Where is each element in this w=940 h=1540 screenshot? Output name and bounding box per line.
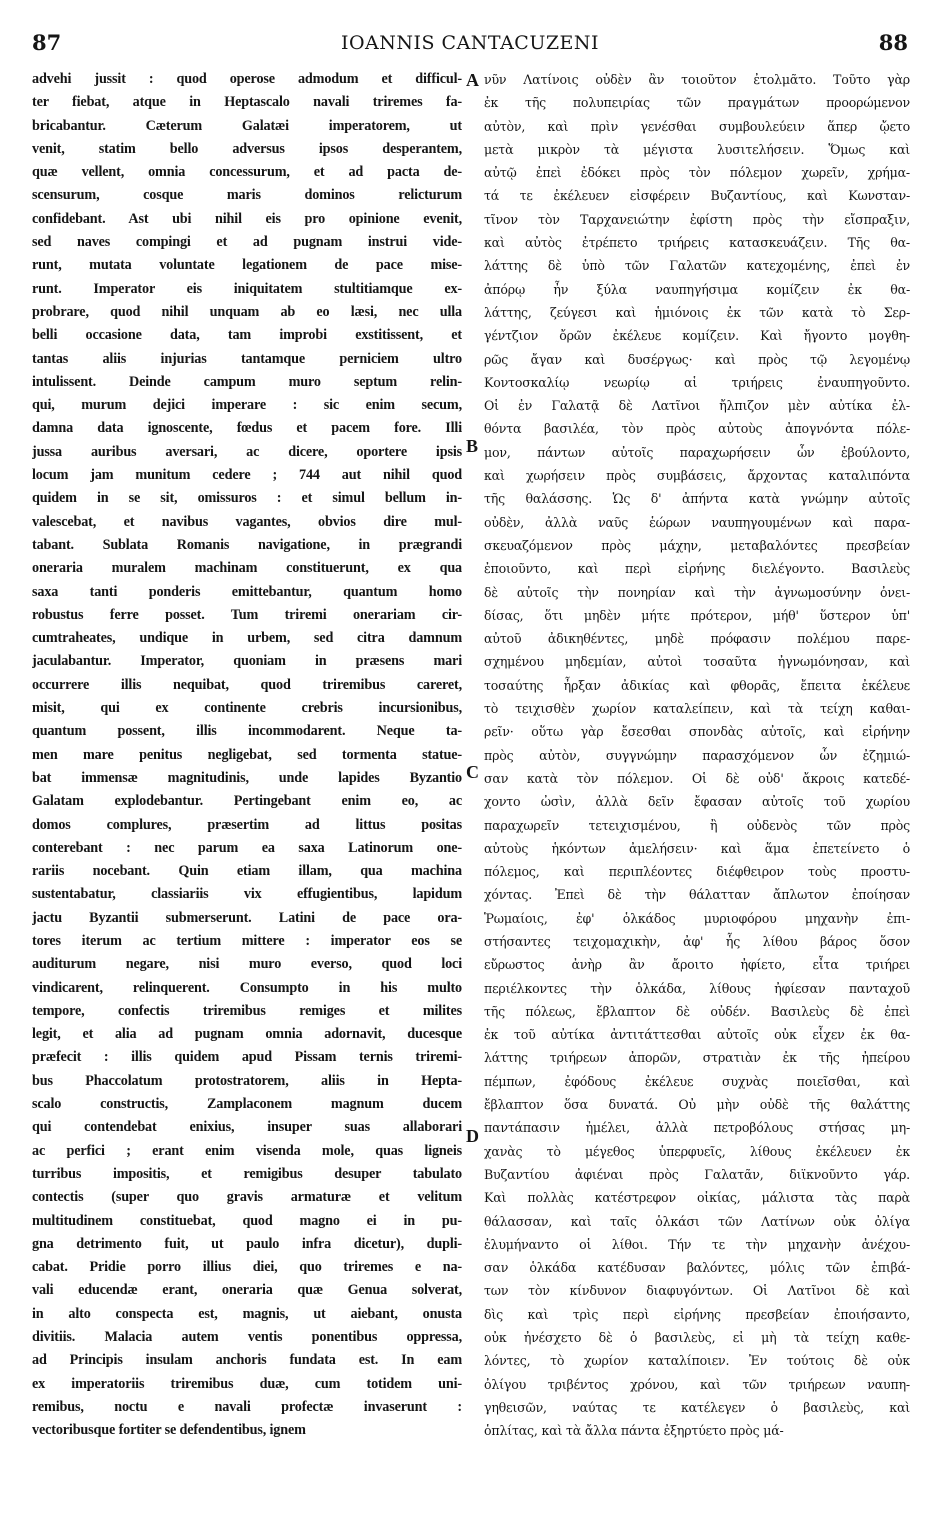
greek-text-line: στήσαντες τειχομαχικὴν, ἀφ' ἧς λίθου βάρος ὅσον: [484, 933, 910, 949]
latin-text-line: jaculabantur. Imperator, quoniam in præsens mari: [32, 653, 462, 670]
latin-text-line: Galatam explodebantur. Pertingebant enim eo, ac: [32, 793, 462, 810]
greek-text-line: σαν ὁλκάδα κατέδυσαν βαλόντες, μόλις τῶν ἐπιβά-: [484, 1260, 910, 1276]
latin-text-line: men mare penitus negligebat, sed tormenta statue-: [32, 746, 462, 763]
greek-text-line: σκευαζόμενον πρὸς μάχην, μεταβαλόντες πρεσβείαν: [484, 537, 910, 553]
latin-text-line: tores iterum ac tertium mittere : imperator eos se: [32, 932, 462, 949]
latin-text-line: intulissent. Deinde campum muro septum relin-: [32, 373, 462, 390]
greek-text-line: τῖνον τὸν Ταρχανειώτην ἐφίστη πρὸς τὴν εἴσπραξιν,: [484, 211, 910, 227]
latin-text-line: vali educendæ erant, oneraria quæ Genua solverat,: [32, 1282, 462, 1299]
section-marker-a: A: [466, 70, 479, 90]
latin-text-line: ter fiebat, atque in Heptascalo navali triremes fa-: [32, 94, 462, 111]
latin-text-line: sed naves compingi et ad pugnam instrui vide-: [32, 234, 462, 251]
greek-text-line: λάττης δὲ ὑπὸ τῶν Γαλατῶν κατεχομένης, ἐπεὶ ἐν: [484, 258, 910, 274]
greek-text-line: των τὸν κίνδυνον διαφυγόντων. Οἱ Λατῖνοι δὲ καὶ: [484, 1283, 910, 1299]
greek-text-line: ἐποιοῦντο, καὶ περὶ εἰρήνης διελέγοντο. Βασιλεὺς: [484, 561, 910, 577]
latin-text-line: contectis (super quo gravis armaturæ et velitum: [32, 1189, 462, 1206]
greek-text-line: δίσας, ὅτι μηδὲν μήτε πρότερον, μήθ' ὕστερον ὑπ': [484, 607, 910, 623]
latin-text-line: advehi jussit : quod operose admodum et difficul-: [32, 71, 462, 87]
latin-text-line: præfecit : illis quidem apud Pissam ternis triremi-: [32, 1049, 462, 1066]
greek-text-line: ἔβλαπτον ὅσα δυνατά. Οὐ μὴν οὐδὲ τῆς θαλάττης: [484, 1097, 910, 1113]
greek-text-line: λόντες, τὸ χωρίον καταλίποιεν. Ἐν τούτοις δὲ οὐκ: [484, 1353, 910, 1369]
latin-text-line: bat immensæ magnitudinis, unde lapides Byzantio: [32, 769, 462, 786]
section-marker-c: C: [466, 762, 479, 782]
latin-text-line: scensurum, cosque maris dominos relicturum: [32, 187, 462, 204]
latin-text-line: quæ vellent, omnia concessurum, et ad pacta de-: [32, 164, 462, 181]
greek-text-line: ρεῖν· οὕτω γὰρ ἔσεσθαι σπονδὰς αὐτοῖς, καὶ εἰρήνην: [484, 724, 910, 740]
latin-text-line: confidebant. Ast ubi nihil eis pro opinione evenit,: [32, 210, 462, 227]
greek-text-line: ρῶς ἄγαν καὶ δυσέργως· καὶ πρὸς τῷ λεγομένῳ: [484, 351, 910, 367]
greek-text-line: χοντο ὠσὶν, ἀλλὰ δεῖν ἔφασαν αὐτοῖς τοῦ χωρίου: [484, 794, 910, 810]
greek-text-line: τῆς πόλεως, ἔβλαπτον δὲ οὐδέν. Βασιλεὺς δὲ ἐπεὶ: [484, 1003, 910, 1019]
greek-text-line: δὶς καὶ τρὶς περὶ εἰρήνης πρεσβείαν ἐποιήσαντο,: [484, 1306, 910, 1322]
greek-text-line: σαν κατὰ τὸν πόλεμον. Οἱ δὲ οὐδ' ἄκροις κατεδέ-: [484, 770, 910, 786]
greek-text-line: περιέλκοντες τὴν ὁλκάδα, λίθους ἠφίεσαν πανταχοῦ: [484, 980, 910, 996]
latin-text-line: auditurum negare, nisi muro everso, quod loci: [32, 956, 462, 973]
latin-text-line: ex imperatoriis triremibus duæ, cum totidem uni-: [32, 1375, 462, 1392]
greek-text-line: τὸ τειχισθὲν χωρίον καταλείπειν, καὶ τὰ τείχη καθαι-: [484, 701, 910, 717]
greek-text-line: οὐκ ἠνέσχετο δὲ ὁ βασιλεὺς, εἰ μὴ τὰ τείχη καθε-: [484, 1330, 910, 1346]
greek-text-line: παντάπασιν ἠμέλει, ἀλλὰ πετροβόλους στήσας μη-: [484, 1120, 910, 1136]
greek-text-line: μετὰ μικρὸν τὰ μέγιστα λυσιτελήσειν. Ὅμως καὶ: [484, 141, 910, 157]
latin-text-line: valescebat, et navibus vagantes, obvios dire mul-: [32, 513, 462, 530]
latin-text-line: misit, qui ex continente crebris incursionibus,: [32, 700, 462, 717]
greek-text-line: οὐδὲν, ἀλλὰ ναῦς ἑώρων ναυπηγουμένων καὶ παρα-: [484, 514, 910, 530]
latin-text-line: saxa tanti ponderis emittebantur, quantum homo: [32, 583, 462, 600]
latin-text-line: bricabantur. Cæterum Galatæi imperatorem, ut: [32, 117, 462, 134]
greek-text-line: αὐτῷ ἐπεὶ ἐδόκει πρὸς τὸν πόλεμον χωρεῖν, χρήμα-: [484, 165, 910, 181]
greek-text-line: θάλασσαν, καὶ ταῖς ὁλκάσι τῶν Λατίνων οὐκ ὀλίγα: [484, 1213, 910, 1229]
latin-text-line: damna data ignoscente, fœdus et pacem fore. Illi: [32, 420, 462, 437]
greek-text-line: μον, πάντων αὐτοῖς παραχωρήσειν ὧν ἐβούλοντο,: [484, 444, 910, 460]
latin-text-line: turribus impositis, et remigibus desuper tabulato: [32, 1165, 462, 1182]
greek-text-line: ἐλυμήναντο οἱ λίθοι. Τήν τε τὴν μηχανὴν ἀνέχου-: [484, 1236, 910, 1252]
greek-text-line: λάττης, ζεύγεσι καὶ ἡμιόνοις ἐκ τῶν κατὰ τὸ Σερ-: [484, 304, 910, 320]
greek-text-line: λάττης τριήρεων ἀπορῶν, στρατιὰν ἐκ τῆς ἠπείρου: [484, 1050, 910, 1066]
latin-text-line: vindicarent, relinquerent. Consumpto in his multo: [32, 979, 462, 996]
latin-text-line: robustus ferre posset. Tum triremi onerariam cir-: [32, 606, 462, 623]
latin-text-line: multitudinem constituebat, quod magno ei in pu-: [32, 1212, 462, 1229]
latin-text-line: ad Principis insulam anchoris fundata est. In eam: [32, 1352, 462, 1369]
latin-text-line: remibus, noctu e navali profectæ invaserunt :: [32, 1398, 462, 1415]
latin-text-line: divitiis. Malacia autem ventis ponentibus oppressa,: [32, 1329, 462, 1346]
latin-text-line: quidem in se sit, omissuros : et simul bellum in-: [32, 490, 462, 507]
latin-text-line: tempore, confectis triremibus remiges et milites: [32, 1002, 462, 1019]
greek-text-line: αὐτοῦ ἀδικηθέντες, μηδὲ πρόφασιν πολέμου παρε-: [484, 631, 910, 647]
latin-text-line: ac perfici ; erant enim visenda mole, quas ligneis: [32, 1142, 462, 1159]
greek-text-line: θόντα βασιλέα, τὸν πρὸς αὐτοὺς ἀπογνόντα πόλε-: [484, 421, 910, 437]
greek-text-line: πρὸς αὐτὸν, συγγνώμην παρασχόμενον ὧν ἐζημιώ-: [484, 747, 910, 763]
greek-text-line: τῆς θαλάσσης. Ὡς δ' ἀπήντα κατὰ γνώμην αὐτοῖς: [484, 491, 910, 507]
greek-text-line: τά τε ἐκέλευεν εἰσφέρειν Βυζαντίους, καὶ Κωνσταν-: [484, 188, 910, 204]
latin-text-line: gna detrimento fuit, ut paulo infra dicetur), dupli-: [32, 1235, 462, 1252]
latin-text-line: domos complures, præsertim ad littus positas: [32, 816, 462, 833]
greek-text-line: καὶ χωρήσειν πρὸς συμβάσεις, ἄρχοντας καταλιπόντα: [484, 468, 910, 484]
greek-text-line: χανὰς τὸ μέγεθος ὑπερφυεῖς, λίθους ἐκέλευεν ἐκ: [484, 1143, 910, 1159]
greek-text-line: δὲ αὐτοῖς τὴν πονηρίαν καὶ τὴν ἀγνωμοσύνην ὀνει-: [484, 584, 910, 600]
page-header: [30, 30, 910, 60]
latin-text-line: qui contendebat enixius, insuper suas allaborari: [32, 1119, 462, 1136]
latin-text-line: cabat. Pridie porro illius diei, quo triremes e na-: [32, 1259, 462, 1276]
latin-text-line: cumtraheates, undique in urbem, sed citra damnum: [32, 630, 462, 647]
greek-text-line: σχημένου μηδεμίαν, αὐτοὶ τοσαῦτα ἠγνωμόνησαν, καὶ: [484, 654, 910, 670]
section-marker-b: B: [466, 436, 479, 456]
latin-text-line: probrare, quod nihil unquam ab eo læsi, nec ulla: [32, 303, 462, 320]
greek-text-line: Ῥωμαίοις, ἐφ' ὁλκάδος μυριοφόρου μηχανὴν ἐπι-: [484, 910, 910, 926]
latin-text-line: legit, et alia ad pugnam omnia adornavit, ducesque: [32, 1026, 462, 1043]
latin-text-line: jussa auribus aversari, ac dicere, oportere ipsis: [32, 443, 462, 460]
page-number-right: 88: [878, 30, 908, 55]
latin-text-line: venit, statim bello adversus ipsos desperantem,: [32, 140, 462, 157]
section-marker-d: D: [466, 1126, 479, 1146]
latin-text-line: oneraria muralem machinam constituerunt, ex qua: [32, 560, 462, 577]
latin-text-line: quantum possent, illis incommodarent. Neque ta-: [32, 723, 462, 740]
greek-text-line: χόντας. Ἐπεὶ δὲ τὴν θάλατταν ἄπλωτον ἐποίησαν: [484, 887, 910, 903]
latin-column: [32, 68, 462, 1528]
greek-column: [484, 68, 910, 1528]
greek-text-line: Βυζαντίου ἀφιέναι πρὸς Γαλατᾶν, διϊκνοῦντο γάρ.: [484, 1166, 910, 1182]
greek-text-line: πόλεμος, καὶ περιπλέοντες διέφθειρον τοὺς προστυ-: [484, 864, 910, 880]
greek-text-line: ὁπλίτας, καὶ τὰ ἄλλα πάντα ἐξηρτύετο πρὸς μά-: [484, 1423, 784, 1439]
greek-text-line: Καὶ πολλὰς κατέστρεφον οἰκίας, μάλιστα τὰς παρὰ: [484, 1190, 910, 1206]
greek-text-line: γέντζιον ὄρῶν ἐκέλευε κομίζειν. Καὶ ἤγοντο μογθη-: [484, 328, 910, 344]
greek-text-line: τοσαύτης ἦρξαν ἀδικίας καὶ φθορᾶς, ἔπειτα ἐκέλευε: [484, 677, 910, 693]
latin-text-line: qui, murum dejici imperare : sic enim secum,: [32, 397, 462, 414]
greek-text-line: πέμπων, ἐφόδους ἐκέλευε συχνὰς ποιεῖσθαι, καὶ: [484, 1073, 910, 1089]
greek-text-line: καὶ αὐτὸς ἐτρέπετο τριήρεις κατασκευάζειν. Τῆς θα-: [484, 235, 910, 251]
latin-text-line: occurrere illis nequibat, quod triremibus careret,: [32, 676, 462, 693]
latin-text-line: tabant. Sublata Romanis navigatione, in prægrandi: [32, 536, 462, 553]
latin-text-line: vectoribusque fortiter se defendentibus, ignem: [32, 1422, 306, 1439]
greek-text-line: Οἱ ἐν Γαλατᾷ δὲ Λατῖνοι ἤλπιζον μὲν αὐτίκα ἐλ-: [484, 398, 910, 414]
latin-text-line: sustentabatur, classiariis vix effugientibus, lapidum: [32, 886, 462, 903]
greek-text-line: Κοντοσκαλίῳ νεωρίῳ αἱ τριήρεις ἐναυπηγοῦντο.: [484, 374, 910, 390]
greek-text-line: αὐτὸν, καὶ πρὶν γενέσθαι συμβουλεύειν ἅπερ ᾤετο: [484, 118, 910, 134]
greek-text-line: εὔρωστος ἀνὴρ ἂν ἄροιτο ἠφίετο, εἶτα τριήρει: [484, 957, 910, 973]
latin-text-line: tantas aliis injurias tantamque perniciem ultro: [32, 350, 462, 367]
greek-text-line: αὐτοὺς ἡκόντων ἀμελήσειν· καὶ ἅμα ἐπετείνετο ὁ: [484, 840, 910, 856]
greek-text-line: νῦν Λατίνοις οὐδὲν ἂν τοιοῦτον ἐτολμᾶτο. Τοῦτο γὰρ: [484, 72, 910, 87]
latin-text-line: locum jam munitum cedere ; 744 aut nihil quod: [32, 467, 462, 484]
greek-text-line: ὀλίγου τριβέντος χρόνου, καὶ τῶν τριήρεων ναυπη-: [484, 1376, 910, 1392]
latin-text-line: conterebant : nec parum ea saxa Latinorum one-: [32, 839, 462, 856]
latin-text-line: in alto conspecta est, magnis, ut aiebant, onusta: [32, 1305, 462, 1322]
latin-text-line: scalo constructis, Zamplaconem magnum ducem: [32, 1096, 462, 1113]
greek-text-line: παραχωρεῖν τετειχισμένου, ἢ οὐδενὸς τῶν πρὸς: [484, 817, 910, 833]
latin-text-line: rariis nocebant. Quin etiam illam, qua machina: [32, 863, 462, 880]
latin-text-line: bus Phaccolatum protostratorem, aliis in Hepta-: [32, 1072, 462, 1089]
latin-text-line: runt. Imperator eis iniquitatem stultitiamque ex-: [32, 280, 462, 297]
latin-text-line: belli occasione data, tam improbi exstitissent, et: [32, 327, 462, 344]
latin-text-line: jactu Byzantii submerserunt. Latini de pace ora-: [32, 909, 462, 926]
running-title: IOANNIS CANTACUZENI: [340, 32, 600, 54]
greek-text-line: ἐκ τοῦ αὐτίκα ἀντιτάττεσθαι αὐτοῖς οὐκ εἶχεν ἐκ θα-: [484, 1027, 910, 1043]
page-number-left: 87: [32, 30, 62, 55]
latin-text-line: runt, mutata voluntate legationem de pace mise-: [32, 257, 462, 274]
greek-text-line: γηθεισῶν, ναύτας τε κατέλεγεν ὁ βασιλεὺς, καὶ: [484, 1399, 910, 1415]
greek-text-line: ἀπόρῳ ἦν ξύλα ναυπηγήσιμα κομίζειν ἐκ θα-: [484, 281, 910, 297]
greek-text-line: ἐκ τῆς πολυπειρίας τῶν πραγμάτων προορώμενον: [484, 95, 910, 111]
